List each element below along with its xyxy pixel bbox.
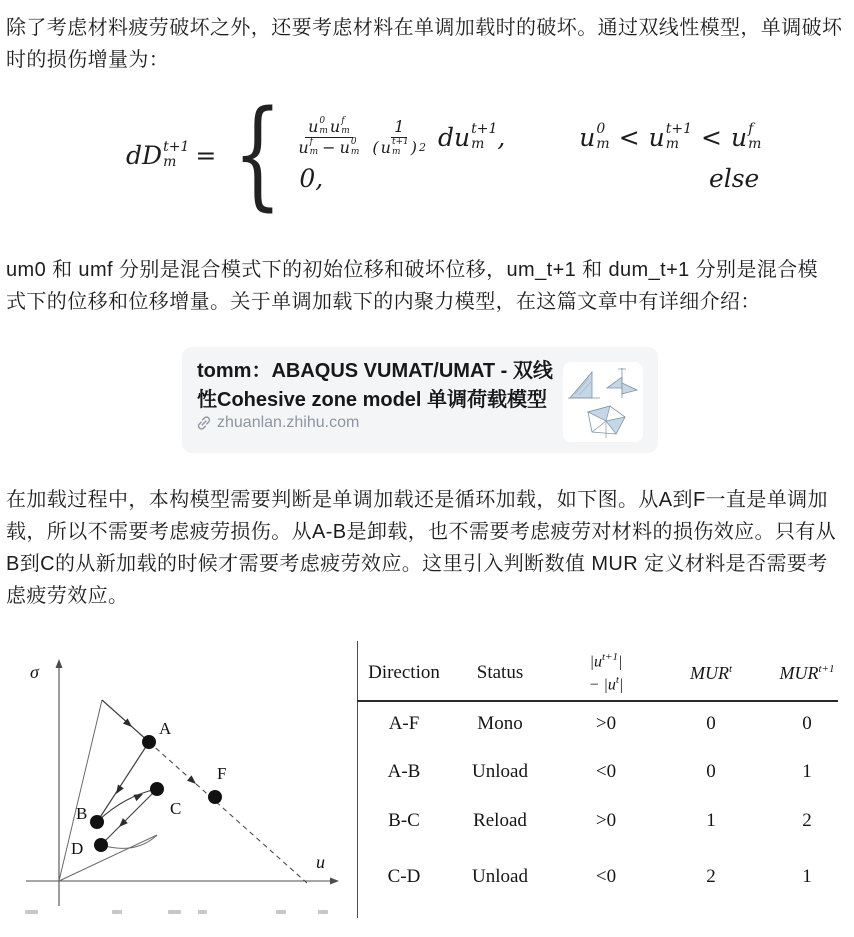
paragraph-line: 载，所以不需要考虑疲劳损伤。从A-B是卸载，也不需要考虑疲劳对材料的损伤效应。只有从 <box>6 521 837 543</box>
table-cell: B-C <box>388 810 420 831</box>
col-header-delta: $|u^{t+1}|$ − $|u^t|$ <box>588 651 624 694</box>
table-cell: >0 <box>595 810 617 831</box>
paragraph-line: 时的损伤增量为： <box>6 49 170 71</box>
col-header-status: Status <box>476 662 524 683</box>
stress-displacement-figure <box>20 638 355 932</box>
thumbnail-diagrams <box>563 362 643 442</box>
paragraph-line: B到C的从新加载的时候才需要考虑疲劳效应。这里引入判断数值 MUR 定义材料是否需要考 <box>6 553 828 575</box>
table-cell: 1 <box>802 866 812 887</box>
case-2-value: 0, <box>299 164 324 193</box>
label-D: D <box>71 839 84 858</box>
paragraph-line: 式下的位移和位移增量。关于单调加载下的内聚力模型，在这篇文章中有详细介绍： <box>6 291 761 313</box>
table-cell: Mono <box>477 713 523 734</box>
table-cell: A-F <box>388 713 420 734</box>
math-sup: t+1 <box>163 139 190 156</box>
article-link-card[interactable] <box>182 347 658 453</box>
col-header-direction: Direction <box>368 662 440 683</box>
table-cell: 2 <box>802 810 812 831</box>
paragraph-loading-logic <box>6 484 836 612</box>
table-cell: <0 <box>595 761 617 782</box>
case-1-condition: u 0 m < u t+1 m < u f m <box>579 121 762 152</box>
case-row-2 <box>295 164 769 193</box>
table-cell: 1 <box>706 810 716 831</box>
fraction-1: u 0 m u f m u f m − u 0 m <box>298 116 360 157</box>
clipped-text-remnant <box>318 910 328 914</box>
link-icon <box>195 414 213 432</box>
u-axis-arrow <box>330 878 339 885</box>
paragraph-line: 在加载过程中，本构模型需要判断是单调加载还是循环加载，如下图。从A到F一直是单调加 <box>6 489 828 511</box>
table-cell: 0 <box>802 713 812 734</box>
math-sub: m <box>163 154 177 170</box>
equation-damage-increment <box>126 84 762 222</box>
differential-term: du t+1 m , <box>438 121 506 152</box>
link-card-url: zhuanlan.zhihu.com <box>217 414 360 431</box>
table-cell: C-D <box>387 866 421 887</box>
table-cell: Unload <box>472 866 528 887</box>
paragraph-line: 虑疲劳效应。 <box>6 585 129 607</box>
mur-table <box>358 646 854 908</box>
link-card-domain <box>195 414 359 432</box>
link-card-thumbnail <box>563 362 643 442</box>
table-cell: 0 <box>706 761 716 782</box>
point-D <box>94 838 108 852</box>
table-cell: Reload <box>473 810 527 831</box>
link-card-title: tomm：ABAQUS VUMAT/UMAT - 双线 性Cohesive zone model 单调荷载模型 <box>197 360 553 411</box>
paragraph-intro <box>6 12 842 76</box>
paragraph-line: 除了考虑材料疲劳破坏之外，还要考虑材料在单调加载时的破坏。通过双线性模型，单调破坏 <box>6 17 843 39</box>
paragraph-variables <box>6 254 818 318</box>
case-2-condition: else <box>708 164 760 193</box>
label-A: A <box>159 719 172 738</box>
table-cell: 1 <box>802 761 812 782</box>
math-token: dD <box>126 140 163 170</box>
fraction-2: 1 ( u t+1 m ) 2 <box>372 117 426 157</box>
clipped-text-remnant <box>198 910 207 914</box>
unload-path-ab <box>97 742 149 822</box>
clipped-text-remnant <box>168 910 181 914</box>
clipped-text-remnant <box>276 910 286 914</box>
point-F <box>208 790 222 804</box>
table-cell: A-B <box>387 761 421 782</box>
table-cell: Unload <box>472 761 528 782</box>
sigma-axis-arrow <box>56 659 63 668</box>
table-cell: 0 <box>706 713 716 734</box>
col-header-mur-t1: $MUR^{t+1}$ <box>779 662 835 683</box>
unload-path-cd <box>101 789 157 845</box>
col-header-mur-t: MUR$^t$ <box>689 662 733 683</box>
label-B: B <box>76 804 88 823</box>
point-B <box>90 815 104 829</box>
point-A <box>142 735 156 749</box>
equation-lhs <box>126 140 220 169</box>
math-subsup <box>163 140 189 169</box>
clipped-text-remnant <box>112 910 122 914</box>
table-cell: 2 <box>706 866 716 887</box>
label-C: C <box>170 799 182 818</box>
reload-path-bc <box>97 789 157 822</box>
u-axis-label: u <box>316 852 325 872</box>
table-cell: >0 <box>595 713 617 734</box>
equals-sign: = <box>195 140 217 170</box>
cases-brace: { <box>233 84 283 222</box>
label-F: F <box>217 764 227 783</box>
point-C <box>150 782 164 796</box>
case-row-1 <box>295 117 761 157</box>
table-cell: <0 <box>595 866 617 887</box>
equation-cases <box>295 117 761 193</box>
clipped-text-remnant <box>25 910 38 914</box>
sigma-axis-label: σ <box>30 662 39 682</box>
paragraph-line: um0 和 umf 分别是混合模式下的初始位移和破坏位移，um_t+1 和 dum_t+1 分别是混合模 <box>6 259 819 281</box>
